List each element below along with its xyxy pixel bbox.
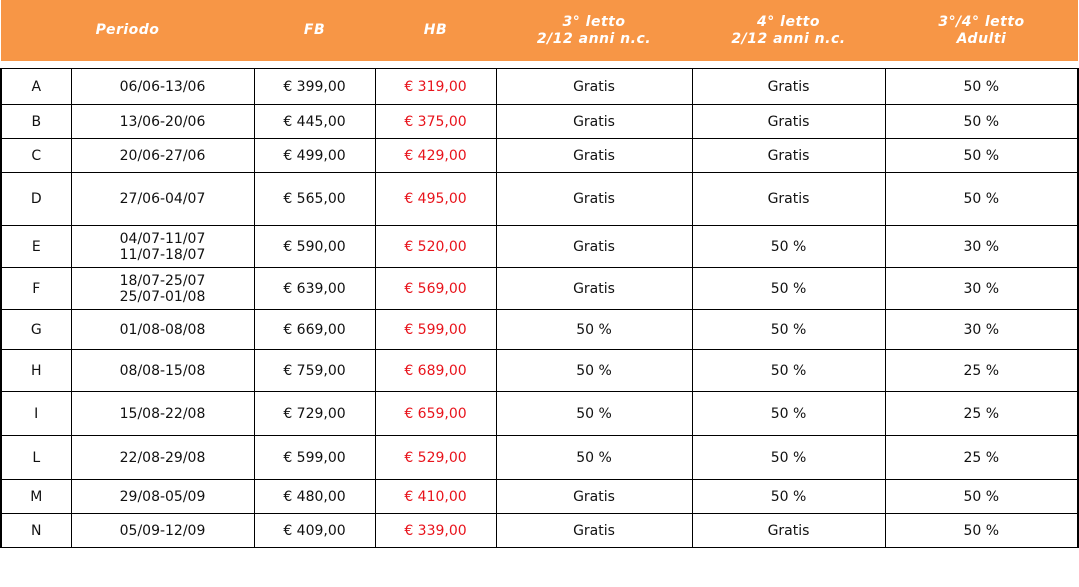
table-row [1,350,1078,392]
cell-fb-price: € 409,00 [254,514,375,548]
cell-fb-price: € 399,00 [254,69,375,105]
cell-fourth-bed: Gratis [692,105,885,139]
cell-period: 06/06-13/06 [71,69,254,105]
cell-hb-price: € 339,00 [375,514,496,548]
cell-fb-price: € 590,00 [254,226,375,268]
cell-fourth-bed: Gratis [692,173,885,226]
cell-period: 13/06-20/06 [71,105,254,139]
cell-third-bed: 50 % [496,436,692,480]
table-row [1,173,1078,226]
header-fb: FB [254,0,375,61]
table-row [1,436,1078,480]
cell-period: 04/07-11/07 11/07-18/07 [71,226,254,268]
cell-adults-bed: 30 % [885,310,1078,350]
cell-hb-price: € 569,00 [375,268,496,310]
cell-period: 27/06-04/07 [71,173,254,226]
cell-period: 05/09-12/09 [71,514,254,548]
cell-code: L [1,436,71,480]
cell-fb-price: € 669,00 [254,310,375,350]
cell-hb-price: € 319,00 [375,69,496,105]
cell-third-bed: 50 % [496,392,692,436]
table-row [1,268,1078,310]
cell-code: H [1,350,71,392]
cell-period: 01/08-08/08 [71,310,254,350]
cell-fourth-bed: 50 % [692,436,885,480]
cell-third-bed: Gratis [496,173,692,226]
cell-fourth-bed: 50 % [692,392,885,436]
header-third-bed: 3° letto 2/12 anni n.c. [496,0,692,61]
table-row [1,139,1078,173]
cell-adults-bed: 30 % [885,268,1078,310]
cell-code: F [1,268,71,310]
cell-code: E [1,226,71,268]
cell-hb-price: € 529,00 [375,436,496,480]
cell-third-bed: 50 % [496,310,692,350]
cell-adults-bed: 50 % [885,105,1078,139]
table-row [1,310,1078,350]
cell-code: B [1,105,71,139]
cell-fb-price: € 599,00 [254,436,375,480]
table-row [1,514,1078,548]
cell-fourth-bed: 50 % [692,268,885,310]
cell-third-bed: Gratis [496,480,692,514]
cell-adults-bed: 25 % [885,350,1078,392]
cell-code: A [1,69,71,105]
cell-code: I [1,392,71,436]
cell-hb-price: € 410,00 [375,480,496,514]
cell-adults-bed: 25 % [885,436,1078,480]
cell-adults-bed: 50 % [885,69,1078,105]
cell-fb-price: € 565,00 [254,173,375,226]
cell-period: 15/08-22/08 [71,392,254,436]
cell-fourth-bed: Gratis [692,69,885,105]
cell-hb-price: € 599,00 [375,310,496,350]
table-row [1,105,1078,139]
cell-period: 08/08-15/08 [71,350,254,392]
cell-hb-price: € 520,00 [375,226,496,268]
header-adults-bed: 3°/4° letto Adulti [885,0,1078,61]
cell-third-bed: Gratis [496,268,692,310]
header-row [1,0,1078,61]
cell-third-bed: Gratis [496,514,692,548]
cell-third-bed: Gratis [496,69,692,105]
cell-code: M [1,480,71,514]
cell-fourth-bed: 50 % [692,226,885,268]
cell-period: 29/08-05/09 [71,480,254,514]
table-row [1,69,1078,105]
cell-hb-price: € 689,00 [375,350,496,392]
cell-code: N [1,514,71,548]
cell-third-bed: Gratis [496,139,692,173]
header-periodo: Periodo [1,0,254,61]
cell-code: D [1,173,71,226]
cell-adults-bed: 50 % [885,514,1078,548]
cell-hb-price: € 495,00 [375,173,496,226]
cell-fourth-bed: 50 % [692,310,885,350]
cell-period: 22/08-29/08 [71,436,254,480]
cell-third-bed: Gratis [496,226,692,268]
cell-code: G [1,310,71,350]
cell-adults-bed: 50 % [885,139,1078,173]
cell-third-bed: Gratis [496,105,692,139]
table-row [1,392,1078,436]
cell-adults-bed: 50 % [885,173,1078,226]
header-spacer [1,61,1078,69]
cell-fb-price: € 480,00 [254,480,375,514]
cell-fourth-bed: Gratis [692,514,885,548]
cell-hb-price: € 429,00 [375,139,496,173]
cell-fourth-bed: 50 % [692,350,885,392]
cell-adults-bed: 30 % [885,226,1078,268]
cell-period: 20/06-27/06 [71,139,254,173]
cell-hb-price: € 659,00 [375,392,496,436]
table-row [1,480,1078,514]
cell-fb-price: € 759,00 [254,350,375,392]
cell-fb-price: € 445,00 [254,105,375,139]
cell-fourth-bed: Gratis [692,139,885,173]
cell-fb-price: € 639,00 [254,268,375,310]
cell-adults-bed: 25 % [885,392,1078,436]
cell-fb-price: € 729,00 [254,392,375,436]
cell-fb-price: € 499,00 [254,139,375,173]
cell-third-bed: 50 % [496,350,692,392]
cell-hb-price: € 375,00 [375,105,496,139]
cell-fourth-bed: 50 % [692,480,885,514]
cell-adults-bed: 50 % [885,480,1078,514]
header-hb: HB [375,0,496,61]
header-fourth-bed: 4° letto 2/12 anni n.c. [692,0,885,61]
cell-code: C [1,139,71,173]
cell-period: 18/07-25/07 25/07-01/08 [71,268,254,310]
table-row [1,226,1078,268]
